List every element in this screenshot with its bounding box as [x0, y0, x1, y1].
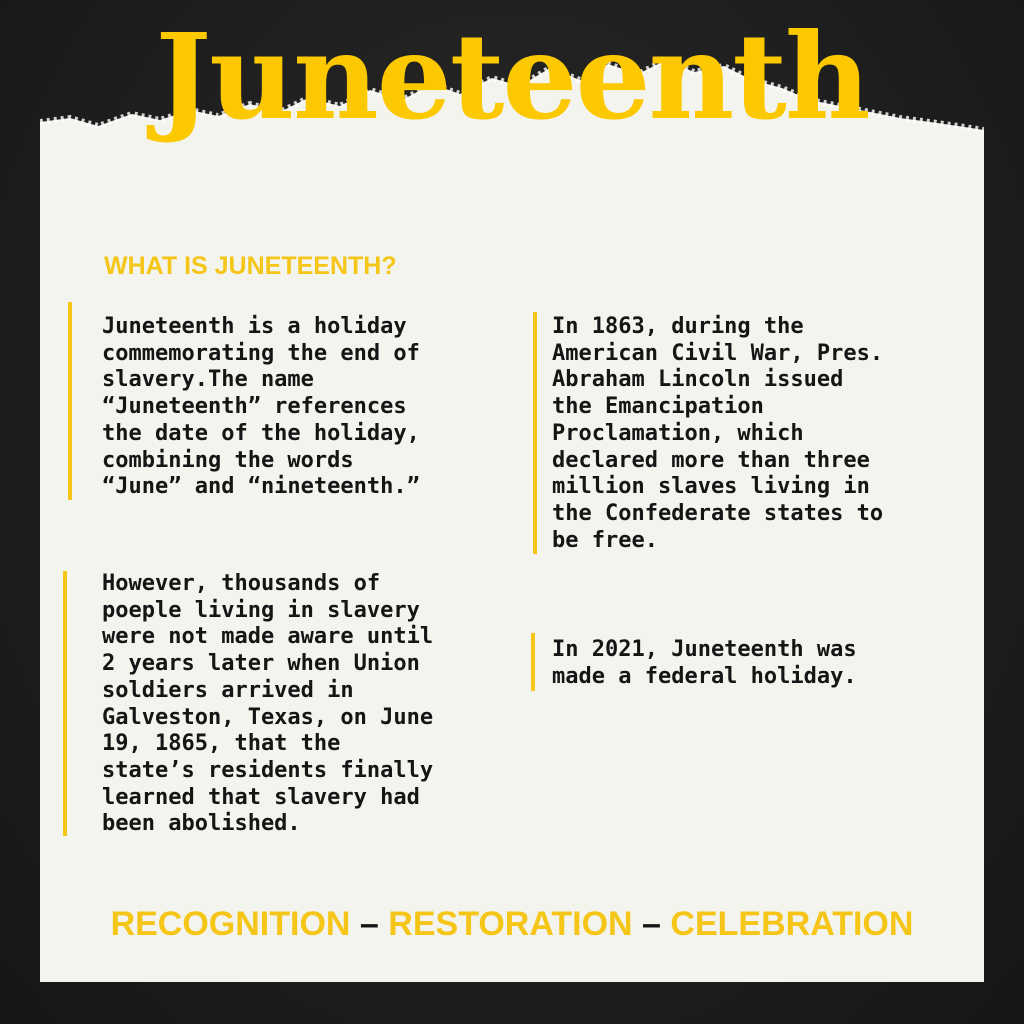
info-block-text: In 2021, Juneteenth was made a federal holiday.: [552, 637, 857, 689]
info-block-text: In 1863, during the American Civil War, Pres. Abraham Lincoln issued the Emancipation Proclamation, which declared more than three million slaves living in the Confederate states to be free.: [552, 314, 884, 553]
tagline-separator: –: [350, 905, 389, 943]
info-block-galveston: [63, 571, 518, 836]
page-title: Juneteenth: [155, 7, 869, 146]
tagline: [40, 905, 984, 944]
tagline-celebration: CELEBRATION: [670, 905, 914, 943]
tagline-recognition: RECOGNITION: [110, 905, 351, 943]
section-heading: WHAT IS JUNETEENTH?: [104, 252, 397, 280]
info-block-federal-holiday: [531, 633, 971, 691]
info-block-holiday: [68, 302, 518, 500]
tagline-restoration: RESTORATION: [388, 905, 633, 943]
info-block-emancipation: [533, 312, 973, 554]
info-block-text: However, thousands of poeple living in slavery were not made aware until 2 years later when Union soldiers arrived in Galveston, Texas, on June 19, 1865, that the state’s residents finally learned that slavery had been abolished.: [102, 571, 434, 837]
info-block-text: Juneteenth is a holiday commemorating the end of slavery.The name “Juneteenth” references the date of the holiday, combining the words “June” and “nineteenth.”: [102, 314, 420, 500]
tagline-separator: –: [632, 905, 671, 943]
